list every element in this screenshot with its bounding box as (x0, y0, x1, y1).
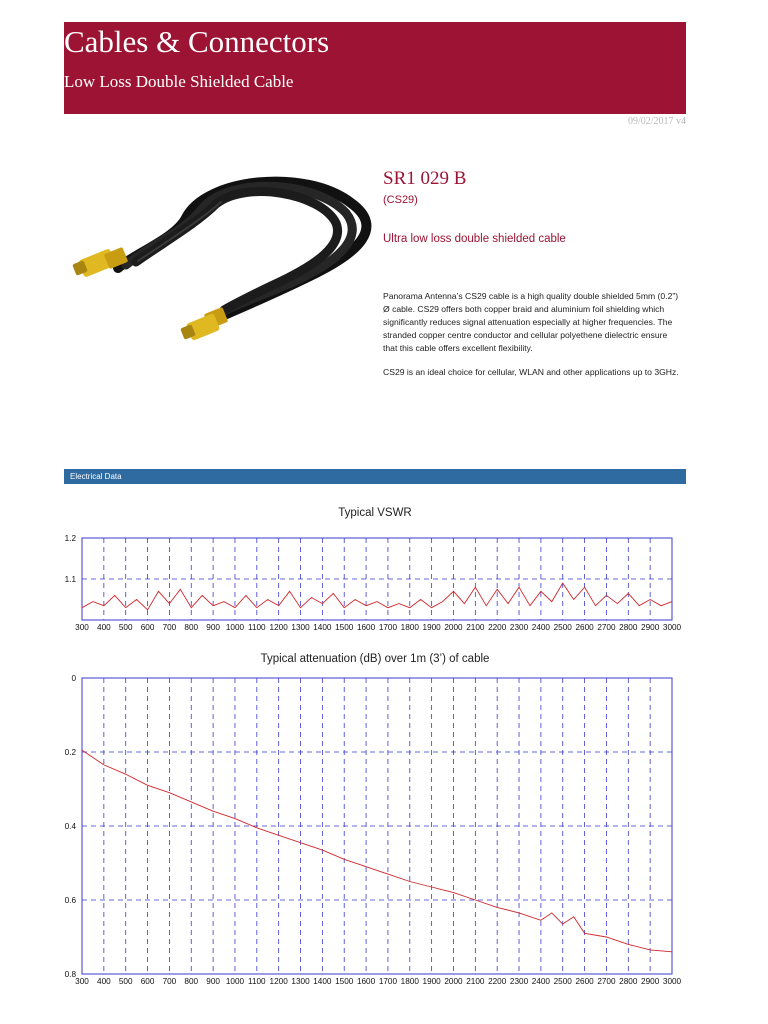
document-date: 09/02/2017 v4 (627, 116, 686, 127)
x-tick-label: 700 (162, 623, 177, 632)
x-tick-label: 1400 (313, 977, 332, 986)
page-title: Cables & Connectors (64, 24, 330, 59)
x-tick-label: 2100 (466, 977, 485, 986)
x-tick-label: 2300 (509, 977, 529, 986)
x-tick-label: 400 (97, 623, 111, 632)
x-tick-label: 1900 (422, 977, 441, 986)
x-tick-label: 600 (140, 977, 155, 986)
x-tick-label: 1600 (356, 623, 376, 632)
x-tick-label: 2500 (553, 977, 572, 986)
attenuation-chart-title: Typical attenuation (dB) over 1m (3’) of cable (260, 653, 490, 665)
x-tick-label: 2100 (466, 623, 485, 632)
x-tick-label: 800 (184, 977, 199, 986)
x-tick-label: 500 (118, 623, 133, 632)
x-tick-label: 2700 (597, 977, 616, 986)
x-tick-label: 2600 (575, 977, 594, 986)
x-tick-label: 1100 (248, 623, 266, 632)
header-banner (64, 22, 686, 114)
x-tick-label: 1200 (269, 623, 288, 632)
x-tick-label: 3000 (662, 977, 682, 986)
x-tick-label: 1900 (422, 623, 441, 632)
x-tick-label: 1400 (313, 623, 332, 632)
y-tick-label: 0.8 (64, 970, 76, 979)
x-tick-label: 2800 (619, 977, 638, 986)
x-tick-label: 2000 (444, 977, 463, 986)
product-sub-code: (CS29) (383, 194, 418, 206)
x-tick-label: 300 (75, 623, 89, 632)
x-tick-label: 1500 (335, 977, 354, 986)
x-tick-label: 2600 (575, 623, 594, 632)
x-tick-label: 2300 (509, 623, 529, 632)
x-tick-label: 900 (206, 977, 220, 986)
y-tick-label: 1.2 (64, 534, 76, 543)
x-tick-label: 800 (184, 623, 199, 632)
x-tick-label: 2400 (531, 977, 550, 986)
x-tick-label: 2200 (488, 623, 507, 632)
x-tick-label: 1700 (378, 977, 398, 986)
x-tick-label: 1600 (356, 977, 376, 986)
x-tick-label: 1200 (269, 977, 288, 986)
x-tick-label: 400 (97, 977, 111, 986)
cable-product-image (66, 158, 372, 358)
x-tick-label: 2000 (444, 623, 463, 632)
x-tick-label: 2900 (641, 623, 660, 632)
x-tick-label: 2500 (553, 623, 572, 632)
x-tick-label: 900 (206, 623, 220, 632)
section-label: Electrical Data (70, 472, 122, 481)
x-tick-label: 2200 (488, 977, 507, 986)
product-applications: CS29 is an ideal choice for cellular, WLAN and other applications up to 3GHz. (383, 367, 679, 377)
x-tick-label: 1500 (335, 623, 354, 632)
vswr-chart (0, 528, 690, 632)
x-tick-label: 1300 (291, 977, 310, 986)
x-tick-label: 1800 (400, 623, 419, 632)
x-tick-label: 2400 (531, 623, 550, 632)
sma-connector-left-icon (72, 247, 128, 278)
x-tick-label: 600 (140, 623, 155, 632)
page-subtitle: Low Loss Double Shielded Cable (64, 72, 294, 91)
x-tick-label: 1000 (225, 977, 245, 986)
vswr-chart-title: Typical VSWR (338, 507, 412, 519)
x-tick-label: 2800 (619, 623, 638, 632)
y-tick-label: 0.4 (64, 822, 76, 831)
x-tick-label: 1000 (225, 623, 245, 632)
x-tick-label: 1100 (248, 977, 266, 986)
x-tick-label: 1300 (291, 623, 310, 632)
product-code: SR1 029 B (383, 168, 467, 189)
attenuation-chart (0, 670, 690, 990)
y-tick-label: 1.1 (64, 575, 76, 584)
section-header (64, 469, 686, 484)
x-tick-label: 2900 (641, 977, 660, 986)
x-tick-label: 300 (75, 977, 89, 986)
plot-frame (82, 538, 672, 620)
y-tick-label: 0 (71, 674, 76, 683)
sma-connector-right-icon (180, 307, 228, 341)
x-tick-label: 1700 (378, 623, 398, 632)
y-tick-label: 0.2 (64, 748, 76, 757)
product-tagline: Ultra low loss double shielded cable (383, 233, 566, 245)
y-tick-label: 0.6 (64, 896, 76, 905)
product-description: Panorama Antenna’s CS29 cable is a high quality double shielded 5mm (0.2”) Ø cable. CS29 offers both copper braid and aluminium foil shielding which significantly reduces signal attenuation especially at higher frequencies. The stranded copper centre conductor and cellular polyethene dielectric ensure that this cable offers excellent flexibility. (383, 291, 679, 353)
plot-frame (82, 678, 672, 974)
x-tick-label: 3000 (662, 623, 682, 632)
x-tick-label: 1800 (400, 977, 419, 986)
x-tick-label: 2700 (597, 623, 616, 632)
x-tick-label: 700 (162, 977, 177, 986)
x-tick-label: 500 (118, 977, 133, 986)
